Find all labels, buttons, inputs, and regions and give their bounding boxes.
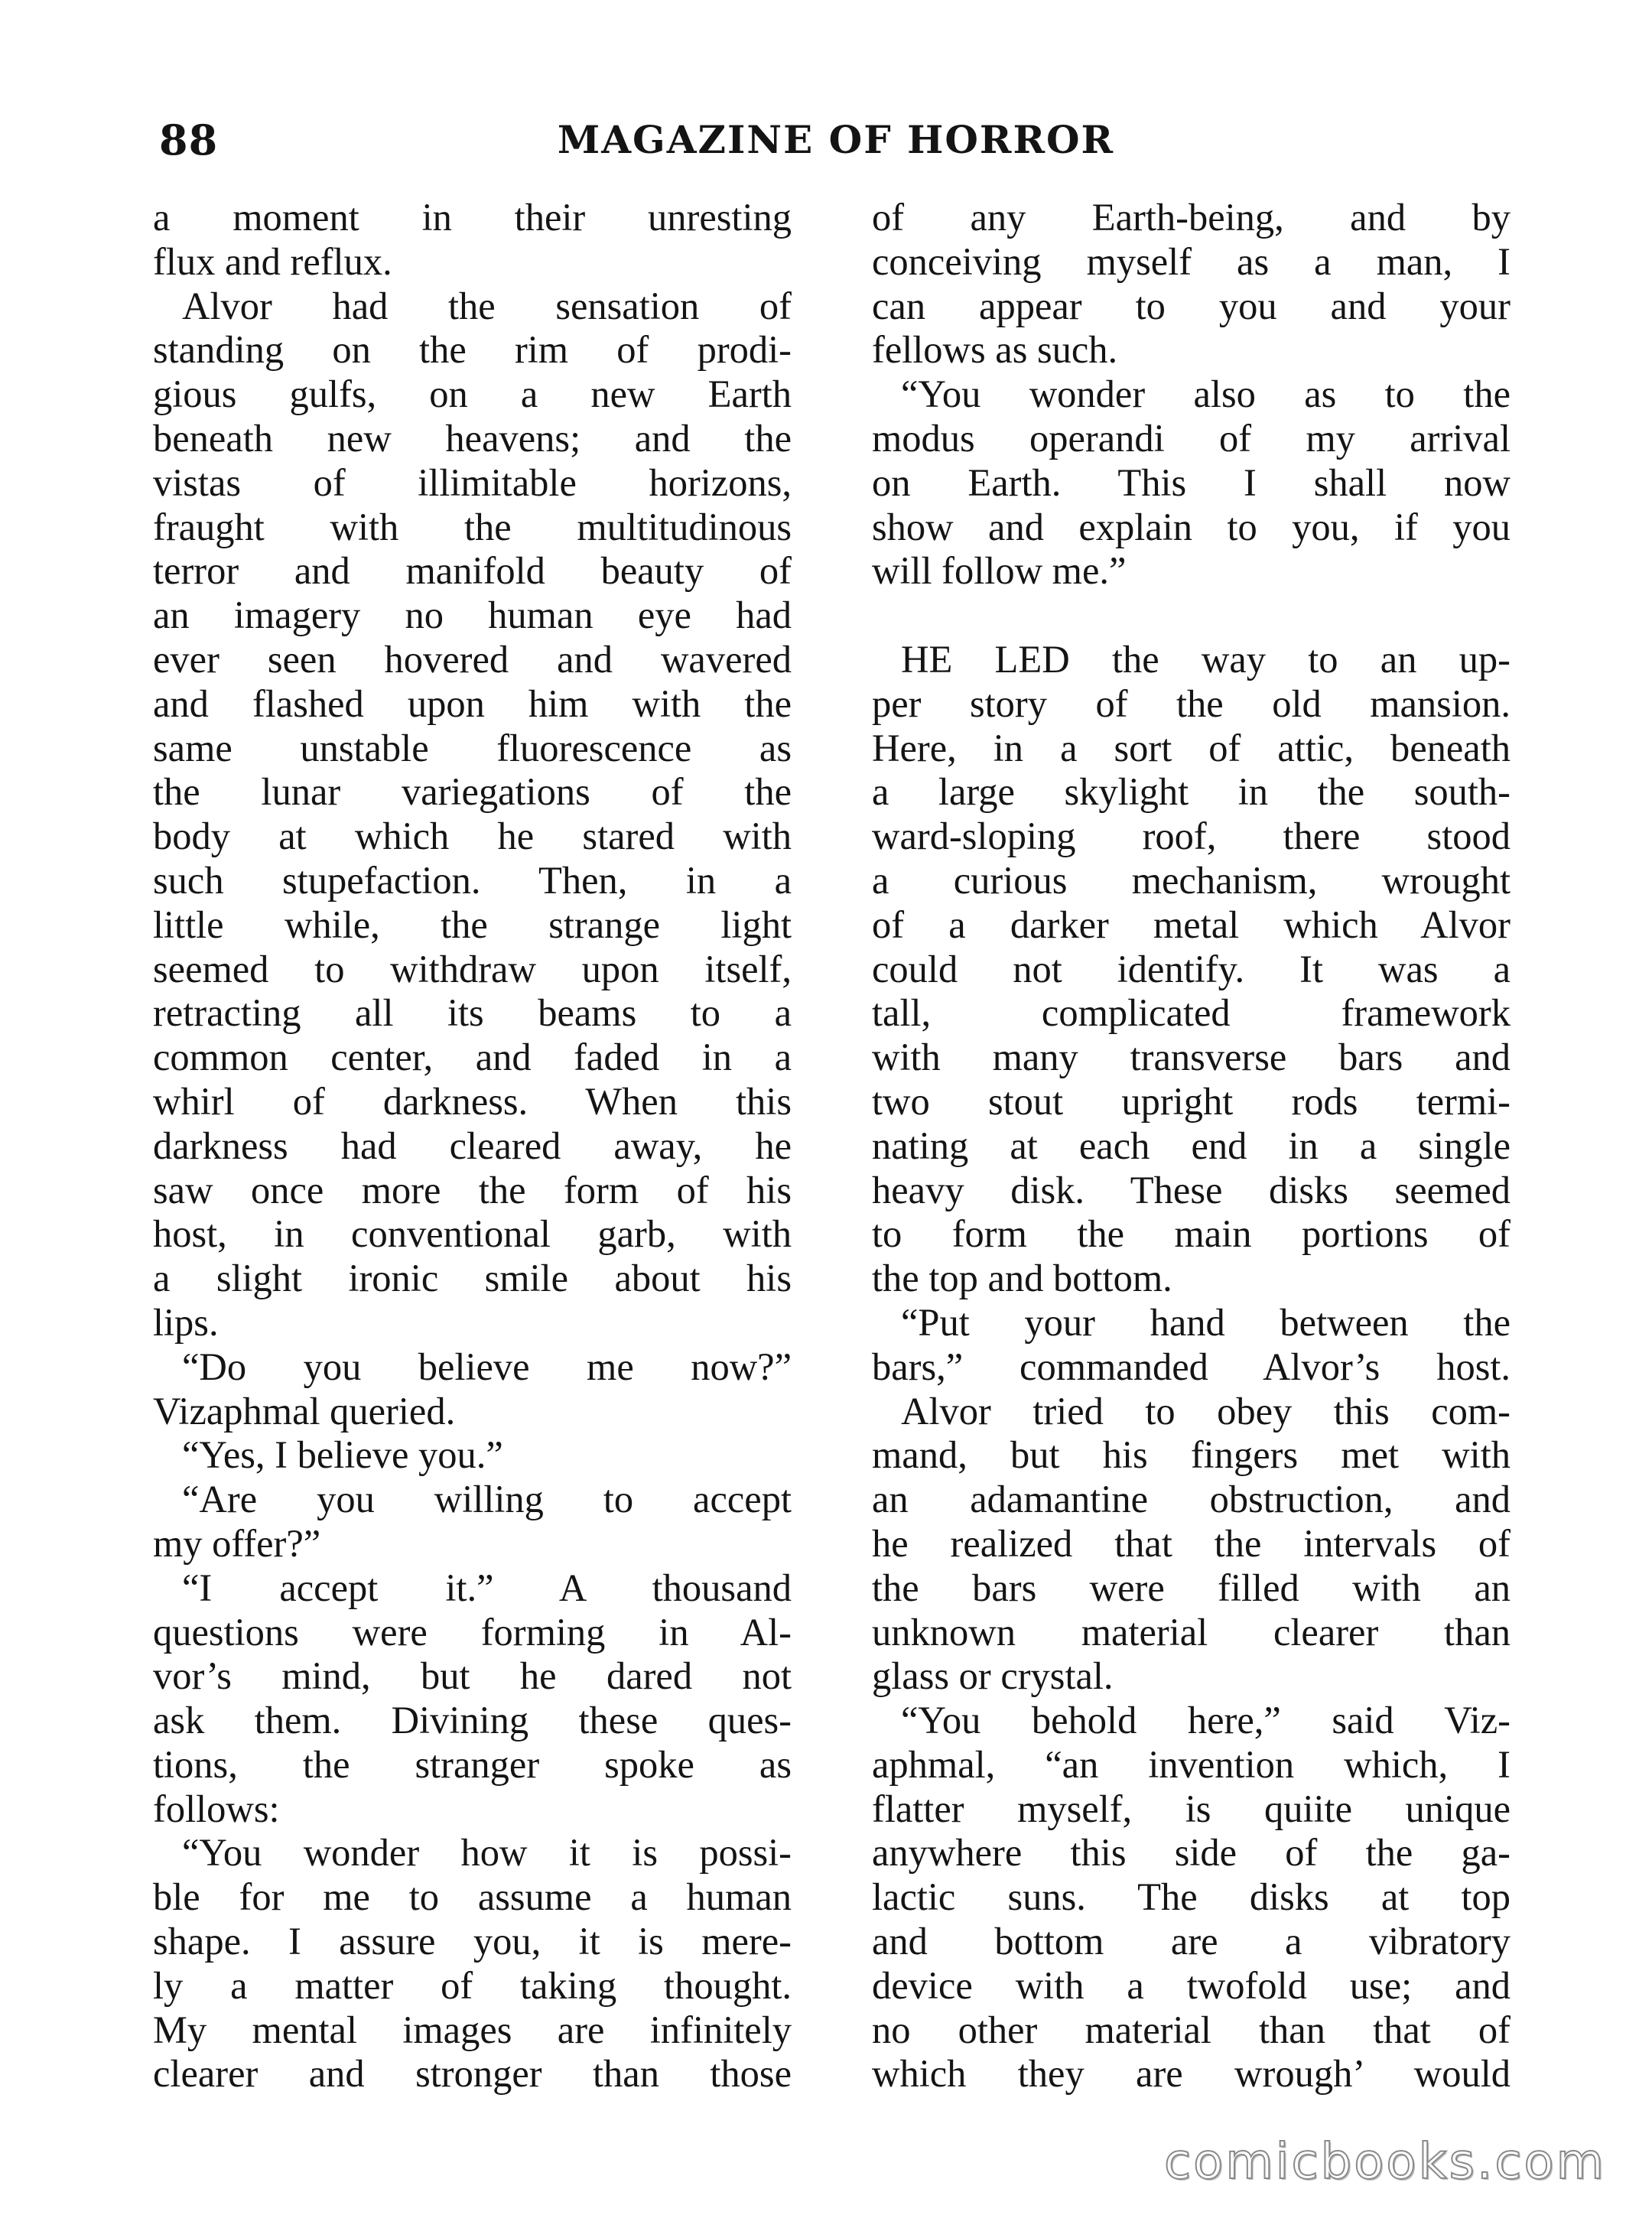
text-line: whirl of darkness. When this — [153, 1079, 792, 1123]
text-line: clearer and stronger than those — [153, 2052, 792, 2096]
text-line: aphmal, “an invention which, I — [872, 1742, 1511, 1786]
text-line: the lunar variegations of the — [153, 770, 792, 814]
page-header — [159, 113, 1513, 167]
text-line: Vizaphmal queried. — [153, 1389, 456, 1433]
text-line: same unstable fluorescence as — [153, 726, 792, 769]
text-line: will follow me.” — [872, 549, 1127, 593]
text-line: tall, complicated framework — [872, 991, 1511, 1035]
text-line: unknown material clearer than — [872, 1610, 1511, 1654]
watermark-logo: comicbooks.com — [1163, 2134, 1606, 2190]
text-line: lactic suns. The disks at top — [872, 1875, 1511, 1919]
text-line: device with a twofold use; and — [872, 1963, 1511, 2007]
text-line: the top and bottom. — [872, 1257, 1172, 1300]
text-line: ly a matter of taking thought. — [153, 1963, 792, 2007]
text-line: nating at each end in a single — [872, 1124, 1511, 1167]
text-line: fraught with the multitudinous — [153, 505, 792, 548]
text-line: lips. — [153, 1300, 219, 1344]
text-line: “Put your hand between the — [901, 1300, 1511, 1344]
text-line: “I accept it.” A thousand — [182, 1566, 792, 1609]
text-line: flux and reflux. — [153, 239, 392, 283]
text-line: he realized that the intervals of — [872, 1521, 1511, 1565]
text-line: vistas of illimitable horizons, — [153, 460, 792, 504]
text-line: beneath new heavens; and the — [153, 416, 792, 460]
text-line: ble for me to assume a human — [153, 1875, 792, 1919]
text-line: conceiving myself as a man, I — [872, 239, 1511, 283]
text-line: Alvor tried to obey this com- — [901, 1389, 1511, 1433]
text-line: common center, and faded in a — [153, 1036, 792, 1079]
text-line: “You behold here,” said Viz- — [901, 1699, 1511, 1742]
text-line: no other material than that of — [872, 2008, 1511, 2051]
text-line: my offer?” — [153, 1521, 321, 1565]
text-line: of any Earth-being, and by — [872, 196, 1511, 239]
text-line: glass or crystal. — [872, 1654, 1114, 1698]
text-line: ward-sloping roof, there stood — [872, 815, 1511, 858]
text-line: standing on the rim of prodi- — [153, 328, 792, 372]
text-line — [872, 594, 1511, 638]
text-line: show and explain to you, if you — [872, 505, 1511, 548]
text-line: and bottom are a vibratory — [872, 1920, 1511, 1963]
text-line: vor’s mind, but he dared not — [153, 1654, 792, 1698]
text-line: a moment in their unresting — [153, 196, 792, 239]
text-line: darkness had cleared away, he — [153, 1124, 792, 1167]
text-line: Here, in a sort of attic, beneath — [872, 726, 1511, 769]
text-line: two stout upright rods termi- — [872, 1079, 1511, 1123]
text-line: which they are wrough’ would — [872, 2052, 1511, 2096]
text-line: can appear to you and your — [872, 284, 1511, 327]
text-line: HE LED the way to an up- — [901, 637, 1511, 681]
text-line: an adamantine obstruction, and — [872, 1478, 1511, 1521]
text-line: with many transverse bars and — [872, 1036, 1511, 1079]
text-line: a large skylight in the south- — [872, 770, 1511, 814]
text-line: My mental images are infinitely — [153, 2008, 792, 2051]
text-line: modus operandi of my arrival — [872, 416, 1511, 460]
text-line: body at which he stared with — [153, 815, 792, 858]
text-line: host, in conventional garb, with — [153, 1212, 792, 1256]
text-line: “Do you believe me now?” — [182, 1345, 792, 1388]
text-line: heavy disk. These disks seemed — [872, 1168, 1511, 1211]
text-line: “Yes, I believe you.” — [182, 1433, 503, 1477]
text-line: Alvor had the sensation of — [182, 284, 792, 327]
text-line: saw once more the form of his — [153, 1168, 792, 1211]
text-line: and flashed upon him with the — [153, 681, 792, 725]
text-line: flatter myself, is quiite unique — [872, 1787, 1511, 1830]
text-line: of a darker metal which Alvor — [872, 902, 1511, 946]
text-line: fellows as such. — [872, 328, 1118, 372]
left-text-column — [153, 196, 792, 2096]
running-head: MAGAZINE OF HORROR — [557, 117, 1115, 162]
text-line: shape. I assure you, it is mere- — [153, 1920, 792, 1963]
text-line: follows: — [153, 1787, 280, 1830]
text-line: per story of the old mansion. — [872, 681, 1511, 725]
text-line: could not identify. It was a — [872, 947, 1511, 990]
text-line: mand, but his fingers met with — [872, 1433, 1511, 1477]
text-line: little while, the strange light — [153, 902, 792, 946]
text-line: bars,” commanded Alvor’s host. — [872, 1345, 1511, 1388]
text-line: to form the main portions of — [872, 1212, 1511, 1256]
text-line: terror and manifold beauty of — [153, 549, 792, 593]
text-line: “You wonder also as to the — [901, 372, 1511, 416]
text-line: an imagery no human eye had — [153, 594, 792, 637]
text-line: a curious mechanism, wrought — [872, 858, 1511, 902]
text-line: tions, the stranger spoke as — [153, 1742, 792, 1786]
text-line: ever seen hovered and wavered — [153, 637, 792, 681]
text-line: seemed to withdraw upon itself, — [153, 947, 792, 990]
text-line: ask them. Divining these ques- — [153, 1699, 792, 1742]
text-line: such stupefaction. Then, in a — [153, 858, 792, 902]
right-text-column — [872, 196, 1511, 2096]
text-line: a slight ironic smile about his — [153, 1257, 792, 1300]
text-line: the bars were filled with an — [872, 1566, 1511, 1609]
text-line: questions were forming in Al- — [153, 1610, 792, 1654]
text-line: anywhere this side of the ga- — [872, 1831, 1511, 1875]
page-number: 88 — [159, 115, 219, 164]
text-line: on Earth. This I shall now — [872, 460, 1511, 504]
text-line: gious gulfs, on a new Earth — [153, 372, 792, 416]
text-line: retracting all its beams to a — [153, 991, 792, 1035]
text-line: “Are you willing to accept — [182, 1478, 792, 1521]
text-line: “You wonder how it is possi- — [182, 1831, 792, 1875]
